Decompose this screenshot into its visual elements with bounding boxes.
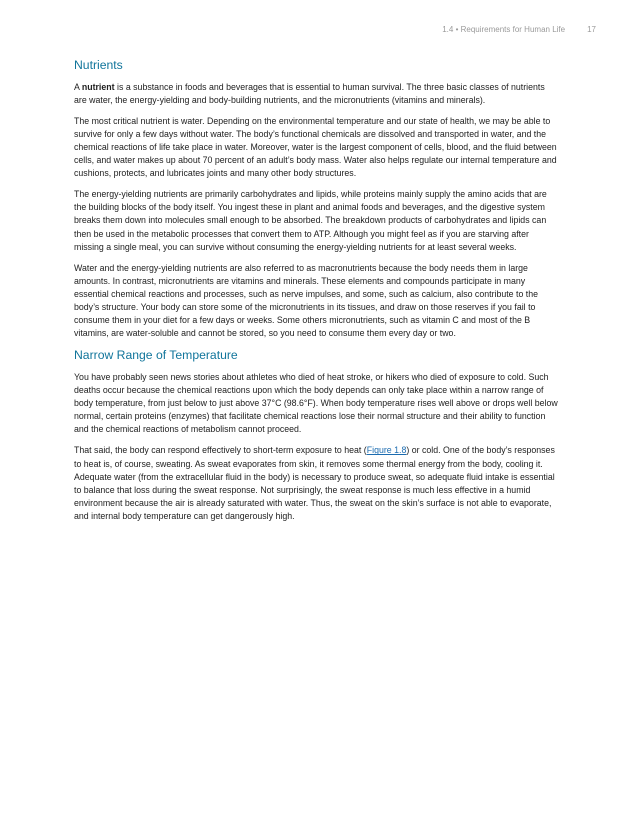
paragraph: The most critical nutrient is water. Depending on the environmental temperature and our state of health, we may be able to survive for only a few days without water. The body’s functional chemicals are dissolved and transported in water, and the chemical reactions of life take place in water. Moreover, water is the largest component of cells, blood, and the fluid between cells, and water makes up about 70 percent of an adult’s body mass. Water also helps regulate our internal temperature and cushions, protects, and lubricates joints and many other body structures.	[74, 115, 557, 179]
figure-link[interactable]: Figure 1.8	[366, 445, 407, 456]
paragraph-text: is a substance in foods and beverages that is essential to human survival. The three basic classes of nutrients are water, the energy-yielding and body-building nutrients, and the micronutrients (vitamins and minerals).	[74, 81, 545, 105]
paragraph	[74, 444, 558, 523]
running-header-section: 1.4 • Requirements for Human Life	[442, 25, 566, 34]
key-term: nutrient	[81, 81, 115, 92]
page-content	[74, 58, 558, 531]
section-heading-temperature: Narrow Range of Temperature	[74, 348, 238, 363]
paragraph-text: A	[74, 81, 82, 92]
running-header	[442, 25, 596, 34]
section-heading-nutrients: Nutrients	[74, 58, 123, 72]
paragraph-text: That said, the body can respond effectively to short-term exposure to heat (	[74, 445, 367, 456]
paragraph: The energy-yielding nutrients are primarily carbohydrates and lipids, while proteins mainly supply the amino acids that are the building blocks of the body itself. You ingest these in plant and animal foods and beverages, and the digestive system breaks them down into molecules small enough to be absorbed. The breakdown products of carbohydrates and lipids can then be used in the metabolic processes that convert them to ATP. Although you might feel as if you are starving after missing a single meal, you can survive without consuming the energy-yielding nutrients for at least several weeks.	[74, 189, 547, 252]
paragraph-text: ) or cold. One of the body’s responses to heat is, of course, sweating. As sweat evaporates from skin, it removes some thermal energy from the body, cooling it. Adequate water (from the extracellular fluid in the body) is necessary to produce sweat, so adequate fluid intake is essential to balance that loss during the sweat response. Not surprisingly, the sweat response is much less effective in a humid environment because the air is already saturated with water. Thus, the sweat on the skin’s surface is not able to evaporate, and internal body temperature can get dangerously high.	[74, 445, 555, 521]
paragraph: Water and the energy-yielding nutrients are also referred to as macronutrients because the body needs them in large amounts. In contrast, micronutrients are vitamins and minerals. These elements and compounds participate in many essential chemical reactions and processes, such as nerve impulses, and some, such as calcium, also contribute to the body’s structure. Your body can store some of the micronutrients in its tissues, and draw on those reserves if you fail to consume them in your diet for a few days or weeks. Some others micronutrients, such as vitamin C and most of the B vitamins, are water-soluble and cannot be stored, so you need to consume them every day or two.	[74, 262, 539, 339]
section-temperature	[74, 348, 558, 523]
section-nutrients	[74, 58, 558, 340]
paragraph	[74, 81, 558, 107]
paragraph: You have probably seen news stories about athletes who died of heat stroke, or hikers who died of exposure to cold. Such deaths occur because the chemical reactions upon which the body depends can only take place within a narrow range of body temperature, from just below to just above 37°C (98.6°F). When body temperature rises well above or drops well below normal, certain proteins (enzymes) that facilitate chemical reactions lose their normal structure and their ability to function and the chemical reactions of metabolism cannot proceed.	[74, 371, 558, 435]
page-number: 17	[587, 25, 596, 34]
